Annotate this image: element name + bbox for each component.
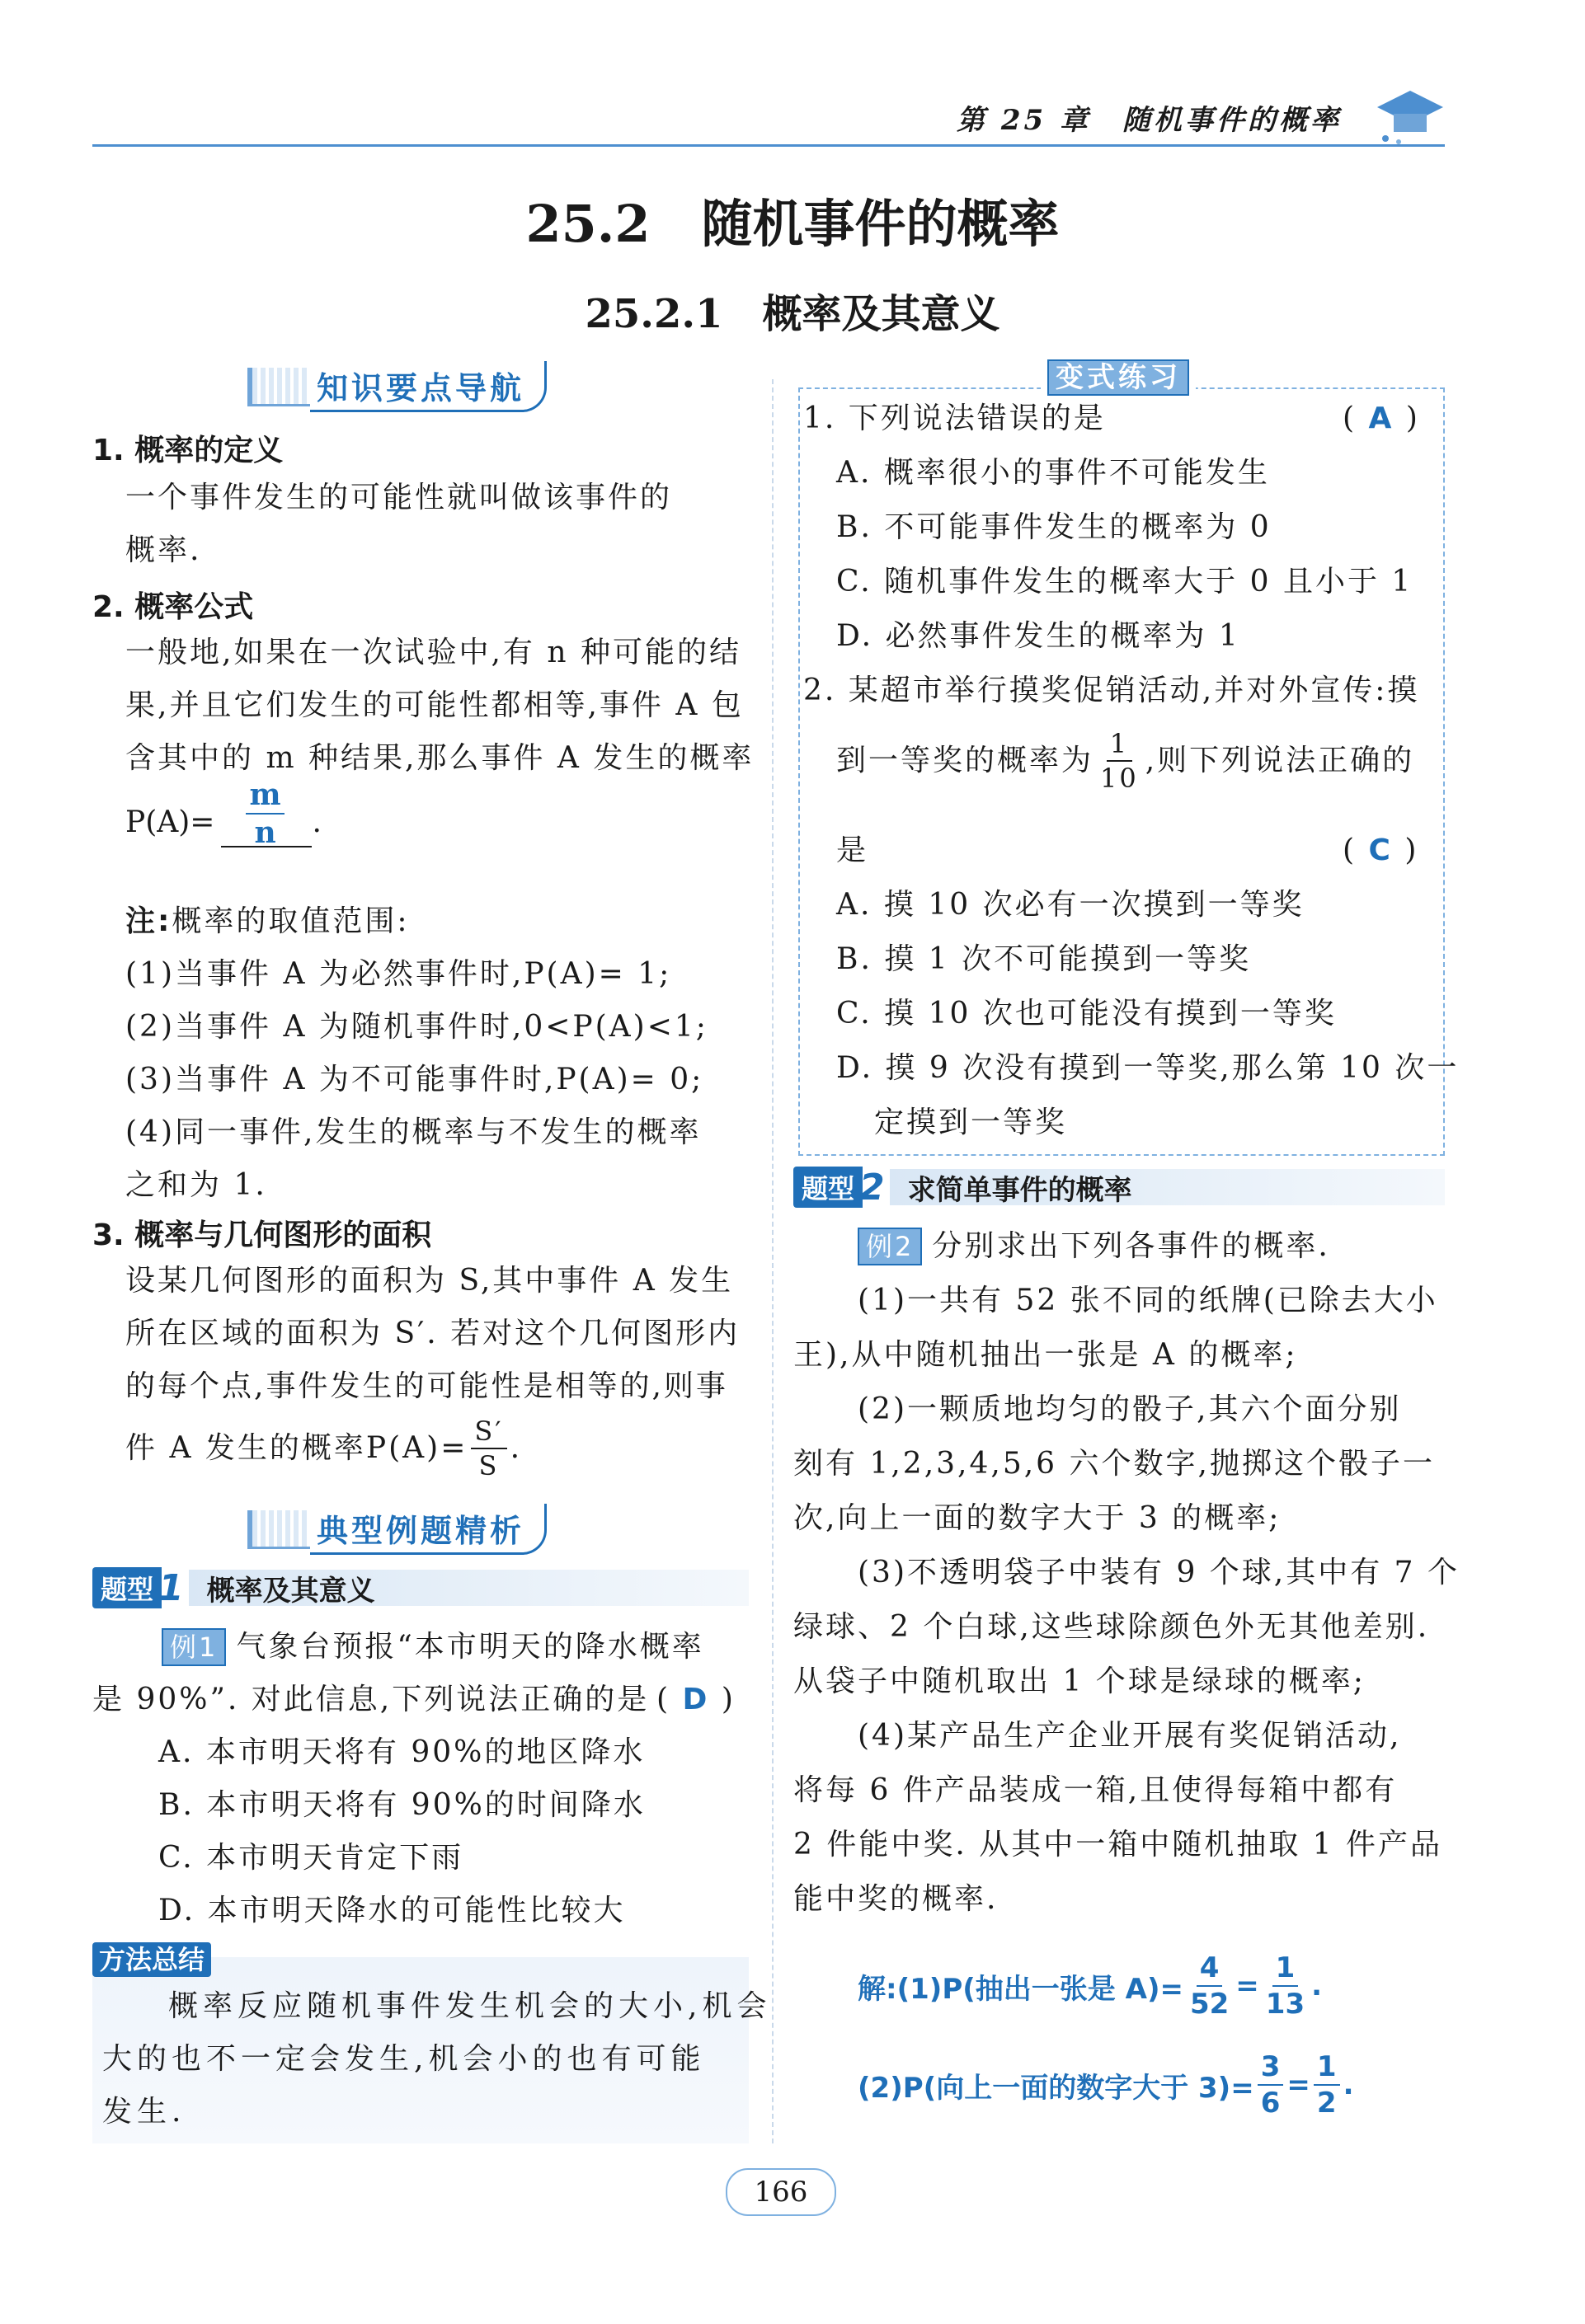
- q1-option-c: C. 随机事件发生的概率大于 0 且小于 1: [836, 565, 1413, 599]
- sol1-d2: 13: [1265, 1988, 1305, 2021]
- method-line3: 发生.: [102, 2095, 186, 2129]
- q1-answer-value: A: [1368, 401, 1395, 435]
- q2-option-b: B. 摸 1 次不可能摸到一等奖: [836, 942, 1252, 976]
- ex2-p3c: 从袋子中随机取出 1 个球是绿球的概率;: [793, 1664, 1366, 1698]
- item1-body-1: 一个事件发生的可能性就叫做该事件的: [125, 481, 673, 514]
- solution-2-text: (2)P(向上一面的数字大于 3)=: [858, 2071, 1254, 2105]
- q1-option-b: B. 不可能事件发生的概率为 0: [836, 510, 1272, 544]
- type1-header: [92, 1568, 749, 1608]
- note-2: (2)当事件 A 为随机事件时,0<P(A)<1;: [125, 1010, 708, 1044]
- note-3: (3)当事件 A 为不可能事件时,P(A)= 0;: [125, 1063, 704, 1096]
- item2-body-2: 果,并且它们发生的可能性都相等,事件 A 包: [125, 688, 744, 722]
- note-line: [125, 895, 410, 948]
- header-rule: [92, 144, 1445, 147]
- ex2-p3a: (3)不透明袋子中装有 9 个球,其中有 7 个: [858, 1556, 1460, 1589]
- note-4a: (4)同一事件,发生的概率与不发生的概率: [125, 1115, 702, 1149]
- item3-frac-den: S: [478, 1450, 500, 1481]
- item1-body-2: 概率.: [125, 533, 202, 567]
- pointing-hand-icon: [247, 1510, 310, 1549]
- sol1-d1: 52: [1189, 1988, 1230, 2021]
- type2-header: [793, 1167, 1445, 1207]
- ex2-p1b: 王),从中随机抽出一张是 A 的概率;: [793, 1338, 1298, 1372]
- practice-title-label: 变式练习: [1047, 359, 1189, 396]
- q1-answer: ( A ): [1343, 401, 1420, 435]
- formula-denominator: n: [254, 815, 276, 850]
- formula-fraction: [246, 777, 284, 850]
- q1-option-a: A. 概率很小的事件不可能发生: [836, 456, 1270, 490]
- ex2-p4a: (4)某产品生产企业开展有奖促销活动,: [858, 1719, 1402, 1753]
- solution-1: [858, 1951, 1323, 2021]
- sol2-n1: 3: [1258, 2053, 1284, 2086]
- example1-option-d: D. 本市明天降水的可能性比较大: [158, 1894, 626, 1927]
- q2-frac-den: 10: [1100, 763, 1139, 794]
- item3-body-1: 设某几何图形的面积为 S,其中事件 A 发生: [125, 1264, 734, 1298]
- examples-banner: [247, 1505, 547, 1553]
- knowledge-banner: [247, 363, 547, 411]
- solution-2-frac2: [1314, 2050, 1340, 2120]
- formula-numerator: m: [246, 780, 284, 815]
- type1-label: 题型: [92, 1567, 162, 1608]
- type1-number: 1: [158, 1566, 184, 1609]
- example1-line2: 是 90%”. 对此信息,下列说法正确的是: [92, 1683, 650, 1716]
- q2-line2a: 到一等奖的概率为: [836, 744, 1094, 777]
- type2-title: 求简单事件的概率: [890, 1169, 1445, 1205]
- item3-body-2: 所在区域的面积为 S′. 若对这个几何图形内: [125, 1317, 741, 1350]
- item3-fraction: [471, 1418, 506, 1479]
- sol1-n2: 1: [1272, 1954, 1299, 1987]
- ex2-p4d: 能中奖的概率.: [793, 1882, 999, 1916]
- q2-option-d2: 定摸到一等奖: [874, 1106, 1068, 1139]
- item3-body-4: 件 A 发生的概率P(A)=: [125, 1431, 468, 1465]
- solution-1-text: 解:(1)P(抽出一张是 A)=: [858, 1972, 1183, 2006]
- ex2-p2b: 刻有 1,2,3,4,5,6 六个数字,抛掷这个骰子一: [793, 1447, 1435, 1481]
- knowledge-banner-label: 知识要点导航: [310, 361, 547, 412]
- item3-frac-num: S′: [471, 1418, 506, 1449]
- subsection-title: 25.2.1 概率及其意义: [585, 291, 1000, 337]
- ex2-p3b: 绿球、2 个白球,这些球除颜色外无其他差别.: [793, 1610, 1430, 1644]
- type2-number: 2: [859, 1166, 885, 1209]
- method-summary-tag: 方法总结: [92, 1942, 211, 1977]
- solution-2-eq: =: [1286, 2068, 1310, 2101]
- ex2-p2a: (2)一颗质地均匀的骰子,其六个面分别: [858, 1392, 1402, 1426]
- page-number: 166: [726, 2168, 836, 2216]
- item3-title: 3. 概率与几何图形的面积: [92, 1218, 432, 1252]
- solution-2-frac1: [1258, 2050, 1284, 2120]
- example1-option-c: C. 本市明天肯定下雨: [158, 1841, 464, 1875]
- item3-formula: [125, 1418, 522, 1479]
- solution-2-end: .: [1343, 2068, 1354, 2101]
- q2-answer: ( C ): [1343, 833, 1419, 867]
- formula-end: .: [312, 805, 322, 839]
- note-4b: 之和为 1.: [125, 1168, 267, 1202]
- solution-2: [858, 2050, 1354, 2120]
- note-title: 注:: [125, 904, 172, 938]
- graduation-cap-icon: [1369, 74, 1451, 148]
- item3-body-3: 的每个点,事件发生的可能性是相等的,则事: [125, 1369, 728, 1403]
- item2-title: 2. 概率公式: [92, 590, 254, 624]
- sol2-d2: 2: [1316, 2087, 1337, 2120]
- q2-line2: [836, 728, 1415, 794]
- ex2-p1a: (1)一共有 52 张不同的纸牌(已除去大小: [858, 1284, 1438, 1317]
- example1-line1: [162, 1621, 704, 1674]
- example1-option-a: A. 本市明天将有 90%的地区降水: [158, 1735, 646, 1769]
- note-1: (1)当事件 A 为必然事件时,P(A)= 1;: [125, 957, 672, 991]
- solution-1-eq: =: [1235, 1970, 1259, 2002]
- probability-formula: [125, 777, 322, 850]
- note-intro: 概率的取值范围:: [172, 904, 410, 938]
- examples-banner-label: 典型例题精析: [310, 1504, 547, 1555]
- q2-fraction: [1097, 728, 1142, 794]
- example2-intro: 分别求出下列各事件的概率.: [932, 1229, 1330, 1263]
- item3-end: .: [510, 1431, 523, 1465]
- q2-line2b: ,则下列说法正确的: [1145, 744, 1415, 777]
- item2-body-1: 一般地,如果在一次试验中,有 n 种可能的结: [125, 636, 741, 669]
- example1-answer: ( D ): [656, 1683, 736, 1716]
- example1-answer-value: D: [682, 1683, 710, 1716]
- q2-line1: 2. 某超市举行摸奖促销活动,并对外宣传:摸: [803, 674, 1420, 707]
- solution-1-frac1: [1187, 1951, 1232, 2021]
- example1-option-b: B. 本市明天将有 90%的时间降水: [158, 1788, 646, 1822]
- sol2-d1: 6: [1260, 2087, 1281, 2120]
- q2-answer-value: C: [1368, 833, 1393, 867]
- ex2-p4c: 2 件能中奖. 从其中一箱中随机抽取 1 件产品: [793, 1828, 1443, 1862]
- q2-line3: 是: [836, 833, 869, 867]
- q2-frac-num: 1: [1107, 730, 1132, 762]
- method-line1: 概率反应随机事件发生机会的大小,机会: [168, 1989, 772, 2023]
- q2-option-d1: D. 摸 9 次没有摸到一等奖,那么第 10 次一: [836, 1051, 1460, 1085]
- q2-option-c: C. 摸 10 次也可能没有摸到一等奖: [836, 997, 1337, 1031]
- method-line2: 大的也不一定会发生,机会小的也有可能: [102, 2042, 706, 2076]
- type2-label: 题型: [793, 1167, 863, 1208]
- running-header: 第 25 章 随机事件的概率: [957, 104, 1342, 137]
- ex2-p2c: 次,向上一面的数字大于 3 的概率;: [793, 1501, 1282, 1535]
- sol1-n1: 4: [1197, 1954, 1223, 1987]
- q1-option-d: D. 必然事件发生的概率为 1: [836, 619, 1240, 653]
- type1-title: 概率及其意义: [189, 1570, 749, 1606]
- q2-option-a: A. 摸 10 次必有一次摸到一等奖: [836, 888, 1305, 922]
- example1-tag: 例1: [162, 1628, 226, 1666]
- lightbulb-icon: [247, 368, 310, 406]
- formula-blank: [221, 777, 312, 850]
- sol2-n2: 1: [1314, 2053, 1340, 2086]
- formula-lhs: P(A)=: [125, 805, 215, 839]
- solution-1-frac2: [1263, 1951, 1308, 2021]
- example1-text1: 气象台预报“本市明天的降水概率: [236, 1630, 704, 1664]
- column-divider: [772, 379, 774, 2143]
- q1-stem: 1. 下列说法错误的是: [803, 401, 1106, 435]
- section-title: 25.2 随机事件的概率: [525, 194, 1060, 254]
- solution-1-end: .: [1311, 1970, 1323, 2002]
- example2-tag: 例2: [858, 1228, 922, 1265]
- item2-body-3: 含其中的 m 种结果,那么事件 A 发生的概率: [125, 741, 755, 775]
- ex2-p4b: 将每 6 件产品装成一箱,且使得每箱中都有: [793, 1773, 1398, 1807]
- item1-title: 1. 概率的定义: [92, 434, 284, 467]
- example2-intro-line: [858, 1220, 1330, 1273]
